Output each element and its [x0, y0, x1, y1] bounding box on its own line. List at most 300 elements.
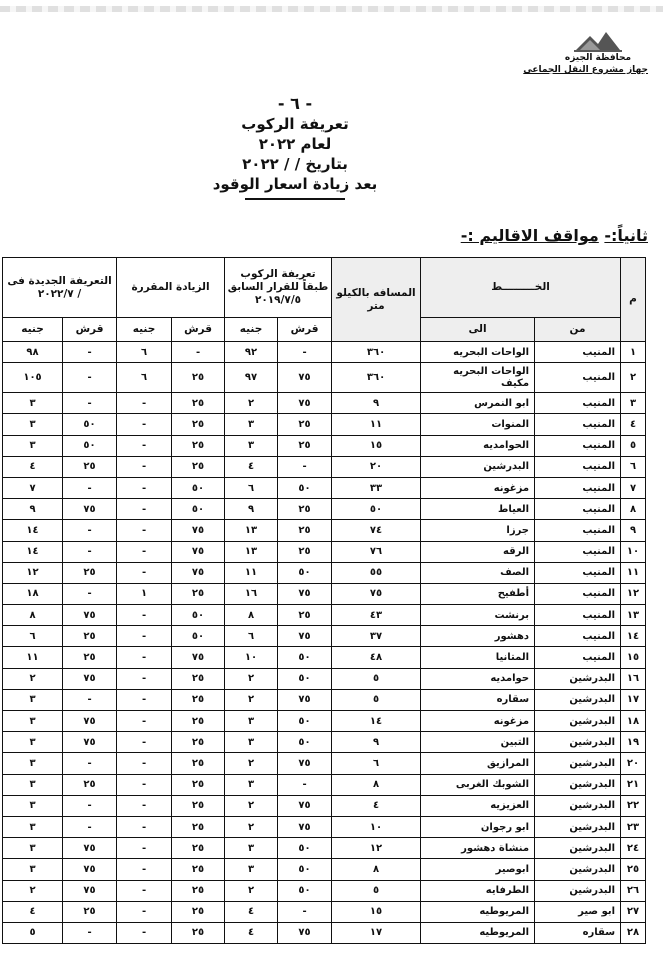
- to-cell: سقاره: [421, 689, 535, 710]
- previous-piaster-cell: ٥٠: [278, 732, 332, 753]
- new-pound-cell: ٩: [3, 499, 63, 520]
- previous-pound-cell: ٢: [225, 393, 278, 414]
- new-piaster-cell: ٧٥: [63, 499, 117, 520]
- previous-pound-cell: ١٦: [225, 583, 278, 604]
- row-index: ١٤: [621, 626, 646, 647]
- previous-pound-cell: ٩٧: [225, 363, 278, 393]
- new-pound-cell: ٣: [3, 838, 63, 859]
- from-cell: المنيب: [535, 583, 621, 604]
- new-piaster-cell: ٢٥: [63, 626, 117, 647]
- previous-piaster-cell: ٥٠: [278, 880, 332, 901]
- header-increase-piaster: قرش: [172, 318, 225, 342]
- increase-piaster-cell: ٢٥: [172, 668, 225, 689]
- new-piaster-cell: ٧٥: [63, 711, 117, 732]
- distance-cell: ٥: [332, 689, 421, 710]
- increase-piaster-cell: ٢٥: [172, 774, 225, 795]
- distance-cell: ١٤: [332, 711, 421, 732]
- increase-piaster-cell: ٧٥: [172, 647, 225, 668]
- increase-piaster-cell: ٢٥: [172, 363, 225, 393]
- new-pound-cell: ٣: [3, 753, 63, 774]
- previous-piaster-cell: ٢٥: [278, 541, 332, 562]
- distance-cell: ٧٥: [332, 583, 421, 604]
- previous-piaster-cell: ٧٥: [278, 363, 332, 393]
- increase-piaster-cell: ٢٥: [172, 816, 225, 837]
- previous-piaster-cell: -: [278, 901, 332, 922]
- new-piaster-cell: ٥٠: [63, 414, 117, 435]
- table-row: [3, 583, 646, 604]
- previous-pound-cell: ٨: [225, 605, 278, 626]
- agency-name: جهاز مشروع النقل الجماعى: [523, 65, 648, 75]
- header-new-pound: جنيه: [3, 318, 63, 342]
- row-index: ٥: [621, 435, 646, 456]
- row-index: ٢٠: [621, 753, 646, 774]
- from-cell: البدرشين: [535, 753, 621, 774]
- to-cell: العزيزيه: [421, 795, 535, 816]
- to-cell: الحوامديه: [421, 435, 535, 456]
- previous-pound-cell: ٣: [225, 732, 278, 753]
- to-cell: أطفيح: [421, 583, 535, 604]
- new-pound-cell: ٣: [3, 859, 63, 880]
- new-pound-cell: ٣: [3, 774, 63, 795]
- to-cell: الواحات البحريه: [421, 342, 535, 363]
- table-row: [3, 901, 646, 922]
- table-row: [3, 414, 646, 435]
- previous-pound-cell: ٩: [225, 499, 278, 520]
- to-cell: حوامديه: [421, 668, 535, 689]
- new-piaster-cell: -: [63, 816, 117, 837]
- new-pound-cell: ٤: [3, 901, 63, 922]
- title-underline: [245, 198, 345, 200]
- distance-cell: ٢٠: [332, 456, 421, 477]
- increase-piaster-cell: ٢٥: [172, 753, 225, 774]
- row-index: ١٥: [621, 647, 646, 668]
- new-piaster-cell: -: [63, 753, 117, 774]
- header-distance: المسافه بالكيلو متر: [332, 258, 421, 342]
- increase-pound-cell: -: [117, 838, 172, 859]
- increase-piaster-cell: ٧٥: [172, 541, 225, 562]
- table-row: [3, 732, 646, 753]
- increase-pound-cell: -: [117, 668, 172, 689]
- to-cell: المتانيا: [421, 647, 535, 668]
- from-cell: المنيب: [535, 647, 621, 668]
- year-line: لعام ٢٠٢٢: [258, 135, 332, 153]
- previous-piaster-cell: ٢٥: [278, 414, 332, 435]
- previous-pound-cell: ٢: [225, 816, 278, 837]
- previous-pound-cell: ٢: [225, 668, 278, 689]
- to-cell: الواحات البحريه مكيف: [421, 363, 535, 393]
- distance-cell: ٤: [332, 795, 421, 816]
- increase-piaster-cell: ٥٠: [172, 499, 225, 520]
- from-cell: البدرشين: [535, 732, 621, 753]
- previous-pound-cell: ١٣: [225, 541, 278, 562]
- table-row: [3, 562, 646, 583]
- table-row: [3, 605, 646, 626]
- fare-table: [2, 257, 646, 944]
- increase-pound-cell: -: [117, 477, 172, 498]
- new-piaster-cell: ٧٥: [63, 880, 117, 901]
- new-piaster-cell: -: [63, 477, 117, 498]
- increase-pound-cell: -: [117, 816, 172, 837]
- from-cell: البدرشين: [535, 689, 621, 710]
- increase-piaster-cell: ٢٥: [172, 711, 225, 732]
- header-index: م: [621, 258, 646, 342]
- to-cell: الطرفايه: [421, 880, 535, 901]
- from-cell: المنيب: [535, 626, 621, 647]
- increase-piaster-cell: ٥٠: [172, 626, 225, 647]
- table-row: [3, 816, 646, 837]
- distance-cell: ٩: [332, 393, 421, 414]
- from-cell: المنيب: [535, 499, 621, 520]
- previous-piaster-cell: ٧٥: [278, 583, 332, 604]
- increase-piaster-cell: -: [172, 342, 225, 363]
- previous-pound-cell: ٣: [225, 774, 278, 795]
- increase-pound-cell: -: [117, 562, 172, 583]
- increase-pound-cell: -: [117, 711, 172, 732]
- row-index: ١١: [621, 562, 646, 583]
- from-cell: البدرشين: [535, 816, 621, 837]
- new-piaster-cell: ٧٥: [63, 732, 117, 753]
- row-index: ١٣: [621, 605, 646, 626]
- to-cell: التبين: [421, 732, 535, 753]
- distance-cell: ١٢: [332, 838, 421, 859]
- previous-pound-cell: ٢: [225, 880, 278, 901]
- table-row: [3, 499, 646, 520]
- previous-piaster-cell: ٧٥: [278, 922, 332, 943]
- increase-pound-cell: -: [117, 435, 172, 456]
- reason-line: بعد زيادة اسعار الوقود: [212, 175, 378, 193]
- increase-pound-cell: -: [117, 859, 172, 880]
- new-pound-cell: ٣: [3, 816, 63, 837]
- table-row: [3, 456, 646, 477]
- to-cell: ابو رجوان: [421, 816, 535, 837]
- table-row: [3, 774, 646, 795]
- distance-cell: ٤٨: [332, 647, 421, 668]
- previous-pound-cell: ٩٢: [225, 342, 278, 363]
- distance-cell: ١١: [332, 414, 421, 435]
- new-piaster-cell: ٢٥: [63, 562, 117, 583]
- row-index: ٩: [621, 520, 646, 541]
- table-row: [3, 668, 646, 689]
- previous-pound-cell: ٤: [225, 901, 278, 922]
- previous-pound-cell: ٦: [225, 477, 278, 498]
- to-cell: برنشت: [421, 605, 535, 626]
- header-previous-fare: تعريفة الركوب طبقاً للقرار السابق ٢٠١٩/٧/٥: [225, 258, 332, 318]
- to-cell: البدرشين: [421, 456, 535, 477]
- previous-piaster-cell: ٢٥: [278, 499, 332, 520]
- distance-cell: ٥: [332, 880, 421, 901]
- new-pound-cell: ٤: [3, 456, 63, 477]
- distance-cell: ١٧: [332, 922, 421, 943]
- distance-cell: ٩: [332, 732, 421, 753]
- increase-pound-cell: -: [117, 605, 172, 626]
- to-cell: الصف: [421, 562, 535, 583]
- increase-piaster-cell: ٢٥: [172, 456, 225, 477]
- previous-piaster-cell: ٥٠: [278, 562, 332, 583]
- table-row: [3, 838, 646, 859]
- new-piaster-cell: -: [63, 363, 117, 393]
- previous-piaster-cell: -: [278, 774, 332, 795]
- distance-cell: ٥: [332, 668, 421, 689]
- to-cell: دهشور: [421, 626, 535, 647]
- increase-pound-cell: -: [117, 880, 172, 901]
- increase-piaster-cell: ٥٠: [172, 477, 225, 498]
- distance-cell: ٣٦٠: [332, 363, 421, 393]
- new-pound-cell: ٩٨: [3, 342, 63, 363]
- table-row: [3, 689, 646, 710]
- table-row: [3, 753, 646, 774]
- increase-pound-cell: -: [117, 541, 172, 562]
- to-cell: مزغونه: [421, 711, 535, 732]
- from-cell: المنيب: [535, 342, 621, 363]
- previous-pound-cell: ٢: [225, 795, 278, 816]
- header-new-fare: التعريفة الجديدة فى / ٢٠٢٢/٧: [3, 258, 117, 318]
- new-piaster-cell: ٥٠: [63, 435, 117, 456]
- new-piaster-cell: -: [63, 393, 117, 414]
- row-index: ٢٨: [621, 922, 646, 943]
- table-row: [3, 795, 646, 816]
- from-cell: المنيب: [535, 393, 621, 414]
- row-index: ٢: [621, 363, 646, 393]
- row-index: ١: [621, 342, 646, 363]
- governorate-name: محافظة الجيزه: [564, 53, 632, 63]
- new-piaster-cell: -: [63, 689, 117, 710]
- previous-pound-cell: ١١: [225, 562, 278, 583]
- new-piaster-cell: ٢٥: [63, 774, 117, 795]
- header-new-piaster: قرش: [63, 318, 117, 342]
- section-heading: [461, 226, 648, 245]
- new-pound-cell: ١٨: [3, 583, 63, 604]
- new-piaster-cell: ٧٥: [63, 605, 117, 626]
- increase-pound-cell: ١: [117, 583, 172, 604]
- previous-piaster-cell: ٧٥: [278, 753, 332, 774]
- previous-piaster-cell: ٥٠: [278, 838, 332, 859]
- distance-cell: ٣٣: [332, 477, 421, 498]
- page-marker: - ٦ -: [277, 94, 313, 113]
- from-cell: البدرشين: [535, 795, 621, 816]
- row-index: ٢٦: [621, 880, 646, 901]
- to-cell: ابو النمرس: [421, 393, 535, 414]
- previous-pound-cell: ٣: [225, 414, 278, 435]
- from-cell: سقاره: [535, 922, 621, 943]
- increase-piaster-cell: ٢٥: [172, 393, 225, 414]
- distance-cell: ٤٣: [332, 605, 421, 626]
- increase-pound-cell: -: [117, 456, 172, 477]
- previous-piaster-cell: ٥٠: [278, 647, 332, 668]
- increase-pound-cell: -: [117, 732, 172, 753]
- new-piaster-cell: -: [63, 520, 117, 541]
- row-index: ٢٥: [621, 859, 646, 880]
- new-pound-cell: ٨: [3, 605, 63, 626]
- from-cell: المنيب: [535, 562, 621, 583]
- distance-cell: ١٠: [332, 816, 421, 837]
- previous-piaster-cell: ٢٥: [278, 605, 332, 626]
- table-row: [3, 435, 646, 456]
- date-line: بتاريخ / / ٢٠٢٢: [242, 155, 348, 173]
- table-row: [3, 647, 646, 668]
- increase-piaster-cell: ٢٥: [172, 732, 225, 753]
- increase-pound-cell: -: [117, 774, 172, 795]
- from-cell: المنيب: [535, 605, 621, 626]
- new-pound-cell: ١٤: [3, 541, 63, 562]
- previous-pound-cell: ٣: [225, 838, 278, 859]
- from-cell: المنيب: [535, 520, 621, 541]
- header-previous-piaster: قرش: [278, 318, 332, 342]
- increase-pound-cell: -: [117, 689, 172, 710]
- previous-piaster-cell: ٧٥: [278, 626, 332, 647]
- previous-pound-cell: ١٠: [225, 647, 278, 668]
- previous-pound-cell: ٦: [225, 626, 278, 647]
- increase-pound-cell: -: [117, 922, 172, 943]
- new-pound-cell: ٥: [3, 922, 63, 943]
- row-index: ١٨: [621, 711, 646, 732]
- header-to: الى: [421, 318, 535, 342]
- previous-piaster-cell: ٧٥: [278, 816, 332, 837]
- row-index: ١٧: [621, 689, 646, 710]
- increase-piaster-cell: ٢٥: [172, 838, 225, 859]
- previous-pound-cell: ٣: [225, 711, 278, 732]
- to-cell: منشاة دهشور: [421, 838, 535, 859]
- table-row: [3, 859, 646, 880]
- header-from: من: [535, 318, 621, 342]
- new-pound-cell: ١٢: [3, 562, 63, 583]
- new-piaster-cell: -: [63, 342, 117, 363]
- increase-piaster-cell: ٢٥: [172, 795, 225, 816]
- pyramids-logo-icon: [574, 30, 622, 52]
- scan-top-edge: [0, 6, 663, 12]
- to-cell: ابوصير: [421, 859, 535, 880]
- previous-pound-cell: ٤: [225, 922, 278, 943]
- increase-pound-cell: -: [117, 753, 172, 774]
- letterhead: [523, 30, 648, 76]
- to-cell: المرازيق: [421, 753, 535, 774]
- increase-pound-cell: -: [117, 393, 172, 414]
- row-index: ٢١: [621, 774, 646, 795]
- new-pound-cell: ٣: [3, 689, 63, 710]
- previous-piaster-cell: ٧٥: [278, 393, 332, 414]
- new-piaster-cell: ٧٥: [63, 838, 117, 859]
- new-piaster-cell: ٧٥: [63, 859, 117, 880]
- increase-piaster-cell: ٢٥: [172, 583, 225, 604]
- increase-pound-cell: -: [117, 795, 172, 816]
- from-cell: المنيب: [535, 414, 621, 435]
- to-cell: جرزا: [421, 520, 535, 541]
- new-piaster-cell: ٢٥: [63, 901, 117, 922]
- previous-piaster-cell: -: [278, 456, 332, 477]
- increase-pound-cell: -: [117, 901, 172, 922]
- new-pound-cell: ٣: [3, 414, 63, 435]
- increase-piaster-cell: ٧٥: [172, 520, 225, 541]
- fare-table-body: [3, 342, 646, 944]
- new-pound-cell: ٣: [3, 393, 63, 414]
- from-cell: المنيب: [535, 435, 621, 456]
- new-pound-cell: ١٤: [3, 520, 63, 541]
- row-index: ١٩: [621, 732, 646, 753]
- to-cell: الرقه: [421, 541, 535, 562]
- table-row: [3, 880, 646, 901]
- previous-piaster-cell: ٥٠: [278, 711, 332, 732]
- increase-piaster-cell: ٢٥: [172, 689, 225, 710]
- from-cell: البدرشين: [535, 774, 621, 795]
- increase-piaster-cell: ٧٥: [172, 562, 225, 583]
- table-row: [3, 520, 646, 541]
- row-index: ٦: [621, 456, 646, 477]
- row-index: ٢٤: [621, 838, 646, 859]
- distance-cell: ٧٦: [332, 541, 421, 562]
- distance-cell: ١٥: [332, 901, 421, 922]
- new-piaster-cell: -: [63, 583, 117, 604]
- table-row: [3, 626, 646, 647]
- to-cell: العياط: [421, 499, 535, 520]
- from-cell: المنيب: [535, 477, 621, 498]
- previous-pound-cell: ٢: [225, 753, 278, 774]
- row-index: ١٠: [621, 541, 646, 562]
- to-cell: المريوطيه: [421, 922, 535, 943]
- distance-cell: ١٥: [332, 435, 421, 456]
- table-row: [3, 922, 646, 943]
- table-row: [3, 342, 646, 363]
- new-piaster-cell: ٢٥: [63, 647, 117, 668]
- increase-piaster-cell: ٥٠: [172, 605, 225, 626]
- from-cell: المنيب: [535, 363, 621, 393]
- distance-cell: ٣٧: [332, 626, 421, 647]
- increase-pound-cell: ٦: [117, 342, 172, 363]
- new-pound-cell: ٧: [3, 477, 63, 498]
- from-cell: البدرشين: [535, 711, 621, 732]
- section-prefix: ثانياً:-: [604, 226, 648, 245]
- row-index: ٢٧: [621, 901, 646, 922]
- row-index: ٢٢: [621, 795, 646, 816]
- to-cell: الشوبك الغربى: [421, 774, 535, 795]
- previous-piaster-cell: ٥٠: [278, 477, 332, 498]
- from-cell: البدرشين: [535, 859, 621, 880]
- previous-pound-cell: ٣: [225, 435, 278, 456]
- table-row: [3, 363, 646, 393]
- increase-piaster-cell: ٢٥: [172, 880, 225, 901]
- from-cell: ابو صير: [535, 901, 621, 922]
- increase-piaster-cell: ٢٥: [172, 859, 225, 880]
- previous-pound-cell: ١٣: [225, 520, 278, 541]
- row-index: ٣: [621, 393, 646, 414]
- previous-pound-cell: ٢: [225, 689, 278, 710]
- distance-cell: ٥٠: [332, 499, 421, 520]
- previous-piaster-cell: ٥٠: [278, 859, 332, 880]
- header-route: الخـــــــــط: [421, 258, 621, 318]
- table-row: [3, 477, 646, 498]
- previous-piaster-cell: ٢٥: [278, 520, 332, 541]
- row-index: ٨: [621, 499, 646, 520]
- distance-cell: ٧٤: [332, 520, 421, 541]
- row-index: ١٦: [621, 668, 646, 689]
- to-cell: المنوات: [421, 414, 535, 435]
- new-piaster-cell: -: [63, 922, 117, 943]
- row-index: ٢٣: [621, 816, 646, 837]
- new-pound-cell: ٢: [3, 668, 63, 689]
- increase-pound-cell: -: [117, 520, 172, 541]
- from-cell: البدرشين: [535, 880, 621, 901]
- new-piaster-cell: -: [63, 541, 117, 562]
- new-pound-cell: ٣: [3, 711, 63, 732]
- new-piaster-cell: ٢٥: [63, 456, 117, 477]
- previous-piaster-cell: ٧٥: [278, 795, 332, 816]
- increase-pound-cell: -: [117, 499, 172, 520]
- table-row: [3, 711, 646, 732]
- new-pound-cell: ٣: [3, 795, 63, 816]
- from-cell: البدرشين: [535, 838, 621, 859]
- increase-pound-cell: -: [117, 626, 172, 647]
- to-cell: المريوطيه: [421, 901, 535, 922]
- previous-piaster-cell: -: [278, 342, 332, 363]
- increase-pound-cell: -: [117, 647, 172, 668]
